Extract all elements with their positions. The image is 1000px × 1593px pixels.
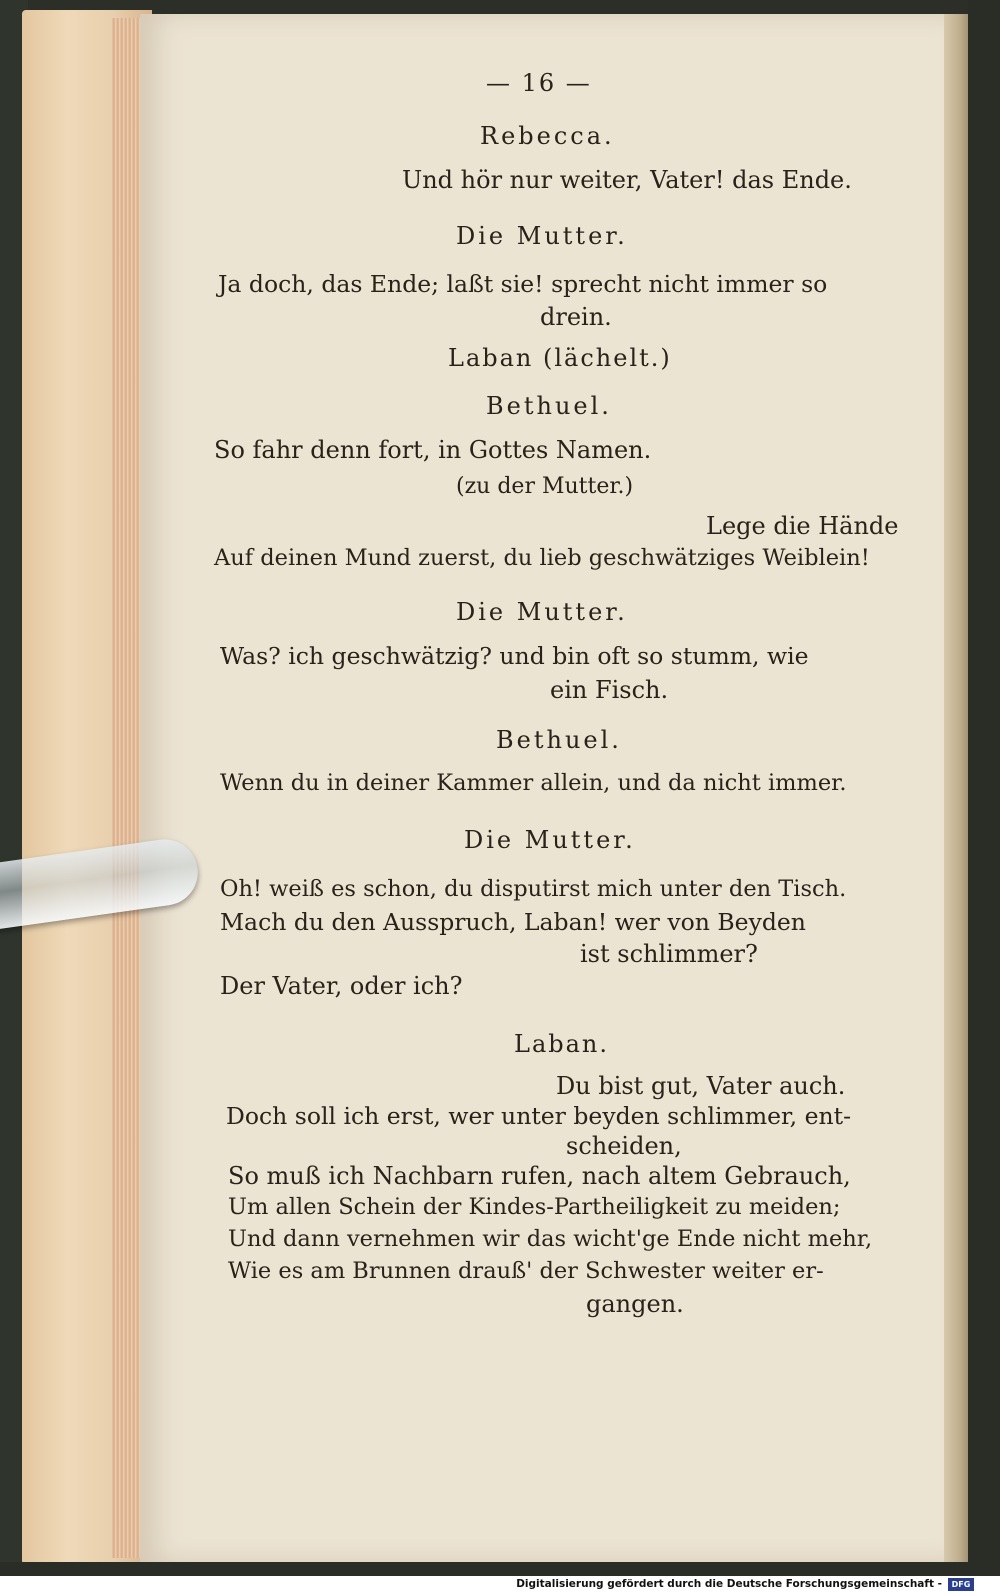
- footer-bar: [0, 1576, 1000, 1593]
- verse-line: Lege die Hände: [706, 512, 899, 540]
- verse-continuation: ein Fisch.: [550, 676, 669, 704]
- verse-line: Wie es am Brunnen drauß' der Schwester weiter er-: [228, 1258, 824, 1284]
- verse-line: Ja doch, das Ende; laßt sie! sprecht nicht immer so: [218, 270, 828, 298]
- speaker-name: Bethuel.: [486, 392, 612, 420]
- verse-continuation: scheiden,: [566, 1132, 682, 1160]
- speaker-name: Die Mutter.: [456, 598, 628, 626]
- speaker-name: Rebecca.: [480, 122, 615, 150]
- verse-line: So muß ich Nachbarn rufen, nach altem Gebrauch,: [228, 1162, 851, 1190]
- verse-line: Doch soll ich erst, wer unter beyden schlimmer, ent-: [226, 1102, 852, 1130]
- scan-background-right: [968, 0, 1000, 1566]
- speaker-name: Die Mutter.: [456, 222, 628, 250]
- verse-continuation: ist schlimmer?: [580, 940, 758, 968]
- footer-credit: Digitalisierung gefördert durch die Deutsche Forschungsgemeinschaft -: [516, 1578, 942, 1590]
- speaker-name: Bethuel.: [496, 726, 622, 754]
- verse-line: Du bist gut, Vater auch.: [556, 1072, 846, 1100]
- verse-line: Um allen Schein der Kindes-Partheiligkeit zu meiden;: [228, 1194, 841, 1220]
- verse-line: Oh! weiß es schon, du disputirst mich unter den Tisch.: [220, 876, 847, 902]
- speaker-name: Laban (lächelt.): [448, 344, 672, 372]
- verse-line: Der Vater, oder ich?: [220, 972, 463, 1000]
- verse-line: Auf deinen Mund zuerst, du lieb geschwätziges Weiblein!: [214, 545, 870, 571]
- dfg-logo-icon: DFG: [948, 1578, 974, 1591]
- verse-line: So fahr denn fort, in Gottes Namen.: [214, 436, 652, 464]
- verse-continuation: drein.: [540, 303, 612, 331]
- verse-line: Wenn du in deiner Kammer allein, und da nicht immer.: [220, 770, 847, 796]
- page-number: — 16 —: [486, 69, 592, 97]
- verse-continuation: gangen.: [586, 1290, 684, 1318]
- speaker-name: Laban.: [514, 1030, 610, 1058]
- verse-line: Und dann vernehmen wir das wicht'ge Ende nicht mehr,: [228, 1226, 873, 1252]
- scan-background-bottom: [0, 1562, 1000, 1576]
- verse-line: Und hör nur weiter, Vater! das Ende.: [402, 166, 852, 194]
- clip-rod: [0, 835, 202, 930]
- verse-line: Was? ich geschwätzig? und bin oft so stumm, wie: [220, 642, 809, 670]
- stage-direction: (zu der Mutter.): [456, 474, 634, 499]
- page-right-edge: [944, 14, 970, 1562]
- speaker-name: Die Mutter.: [464, 826, 636, 854]
- book-clip-weight: [0, 797, 214, 976]
- verse-line: Mach du den Ausspruch, Laban! wer von Beyden: [220, 908, 806, 936]
